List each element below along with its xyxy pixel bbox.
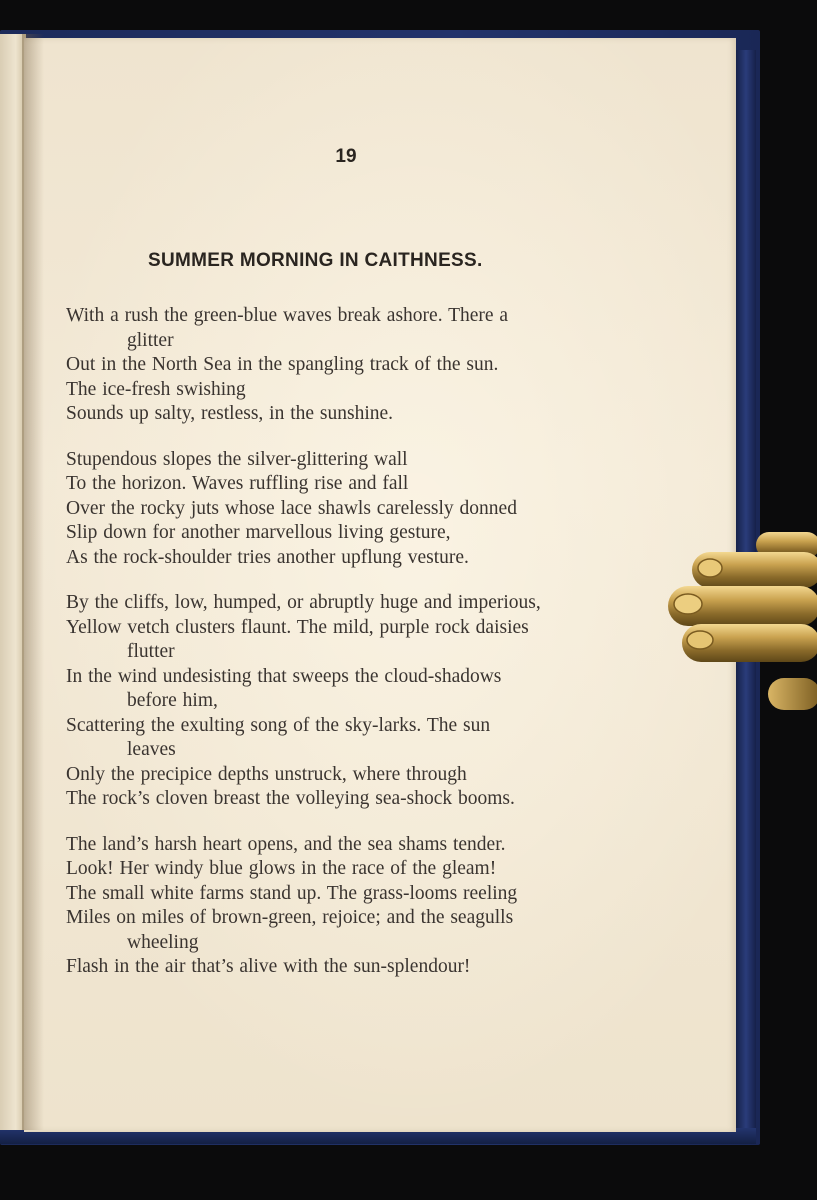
page-gutter-shadow — [22, 34, 44, 1130]
poem-line: To the horizon. Waves ruffling rise and fall — [66, 473, 409, 494]
poem-line: In the wind undesisting that sweeps the cloud-shadows — [66, 665, 502, 687]
page-number: 19 — [335, 146, 357, 167]
stanza — [66, 591, 626, 812]
book-page — [24, 38, 736, 1132]
poem-line: Slip down for another marvellous living gesture, — [66, 522, 451, 543]
poem-line: The land’s harsh heart opens, and the sea shams tender. — [66, 833, 506, 855]
poem-line: As the rock-shoulder tries another upflung vesture. — [66, 546, 469, 568]
poem-title: SUMMER MORNING IN CAITHNESS. — [148, 250, 483, 271]
poem-line: Only the precipice depths unstruck, where through — [66, 763, 467, 785]
poem-line: The ice-fresh swishing — [66, 378, 246, 400]
poem-line: By the cliffs, low, humped, or abruptly huge and imperious, — [66, 592, 541, 613]
poem-line-continuation: before him, — [127, 690, 218, 711]
stanza — [66, 448, 626, 571]
poem-line-continuation: glitter — [127, 329, 174, 351]
poem-line: Flash in the air that’s alive with the sun-splendour! — [66, 956, 471, 977]
poem-line: Look! Her windy blue glows in the race of the gleam! — [66, 858, 497, 879]
stanza — [66, 304, 626, 427]
poem-line: The small white farms stand up. The grass-looms reeling — [66, 882, 518, 904]
poem-line: Scattering the exulting song of the sky-larks. The sun — [66, 714, 491, 736]
poem-line: Yellow vetch clusters flaunt. The mild, purple rock daisies — [66, 616, 529, 638]
poem-line: The rock’s cloven breast the volleying sea-shock booms. — [66, 788, 515, 809]
poem-line: With a rush the green-blue waves break ashore. There a — [66, 305, 509, 326]
poem-line-continuation: leaves — [127, 739, 176, 760]
poem-body — [66, 304, 626, 1001]
poem-line: Over the rocky juts whose lace shawls carelessly donned — [66, 497, 517, 519]
poem-line: Stupendous slopes the silver-glittering wall — [66, 448, 408, 470]
stanza — [66, 833, 626, 980]
poem-line: Out in the North Sea in the spangling track of the sun. — [66, 354, 499, 375]
brass-hand-page-holder — [664, 528, 817, 718]
poem-line: Miles on miles of brown-green, rejoice; and the seagulls — [66, 907, 514, 928]
poem-line-continuation: wheeling — [127, 931, 199, 953]
poem-line-continuation: flutter — [127, 641, 175, 662]
poem-line: Sounds up salty, restless, in the sunshine. — [66, 403, 394, 424]
